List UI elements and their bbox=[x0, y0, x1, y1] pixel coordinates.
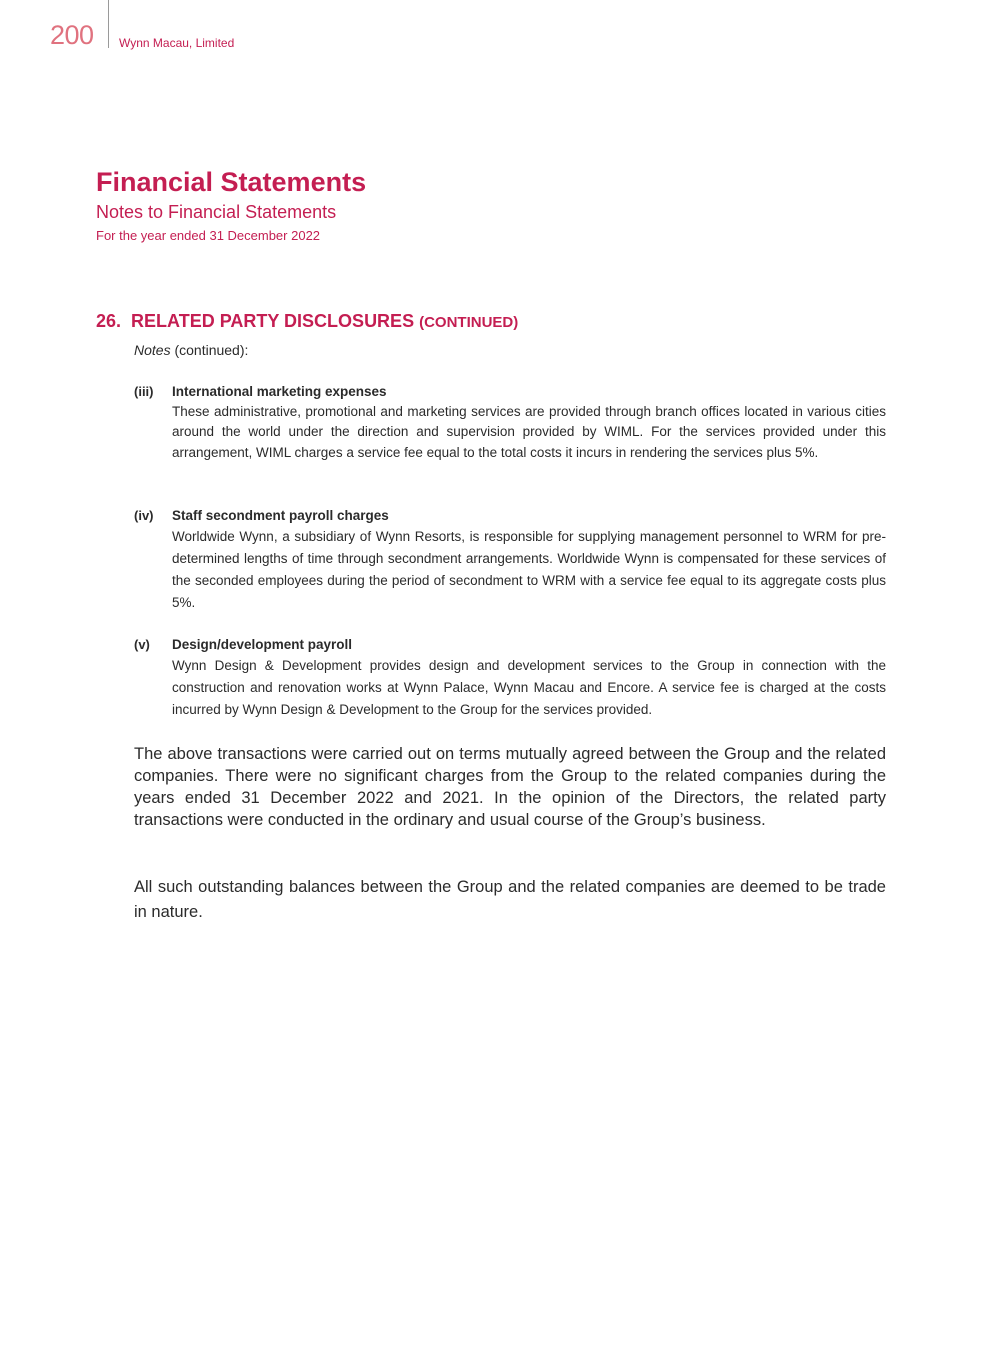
notes-label bbox=[134, 340, 248, 360]
section-title: RELATED PARTY DISCLOSURES bbox=[131, 311, 415, 331]
note-body: These administrative, promotional and marketing services are provided through branch offices located in various cities around the world under the direction and supervision provided by WIML. For the services provided under this arrangement, WIML charges a service fee equal to the total costs it incurs in rendering the services plus 5%. bbox=[172, 404, 886, 460]
note-item bbox=[134, 635, 886, 721]
note-number: (v) bbox=[134, 637, 150, 652]
body-paragraph: The above transactions were carried out on terms mutually agreed between the Group and the related companies. There were no significant charges from the Group to the related companies during the years ended 31 December 2022 and 2021. In the opinion of the Directors, the related party transactions were conducted in the ordinary and usual course of the Group’s business. bbox=[134, 745, 886, 829]
header-divider bbox=[108, 0, 109, 48]
page-number: 200 bbox=[50, 20, 94, 50]
notes-label-rest: (continued): bbox=[170, 342, 249, 358]
section-heading bbox=[96, 309, 518, 335]
note-body: Worldwide Wynn, a subsidiary of Wynn Resorts, is responsible for supplying management personnel to WRM for pre-determined lengths of time through secondment arrangements. Worldwide Wynn is compensated for these services of the seconded employees during the period of secondment to WRM with a service fee equal to its aggregate costs plus 5%. bbox=[172, 529, 886, 610]
notes-label-italic: Notes bbox=[134, 342, 171, 358]
section-continued: (CONTINUED) bbox=[419, 314, 519, 331]
page-subtitle: Notes to Financial Statements bbox=[96, 202, 337, 222]
note-body: Wynn Design & Development provides design and development services to the Group in connection with the construction and renovation works at Wynn Palace, Wynn Macau and Encore. A service fee is charged at the costs incurred by Wynn Design & Development to the Group for the services provided. bbox=[172, 658, 886, 717]
company-name: Wynn Macau, Limited bbox=[119, 36, 235, 50]
body-paragraph: All such outstanding balances between the Group and the related companies are deemed to be trade in nature. bbox=[134, 878, 886, 921]
note-item bbox=[134, 382, 886, 463]
note-number: (iv) bbox=[134, 508, 154, 523]
note-title: Staff secondment payroll charges bbox=[172, 508, 389, 523]
page-title: Financial Statements bbox=[96, 167, 367, 197]
note-item bbox=[134, 506, 886, 614]
section-number: 26. bbox=[96, 311, 122, 331]
note-number: (iii) bbox=[134, 384, 154, 399]
note-title: Design/development payroll bbox=[172, 637, 353, 652]
note-title: International marketing expenses bbox=[172, 384, 387, 399]
reporting-period: For the year ended 31 December 2022 bbox=[96, 228, 321, 243]
title-block bbox=[96, 166, 366, 245]
